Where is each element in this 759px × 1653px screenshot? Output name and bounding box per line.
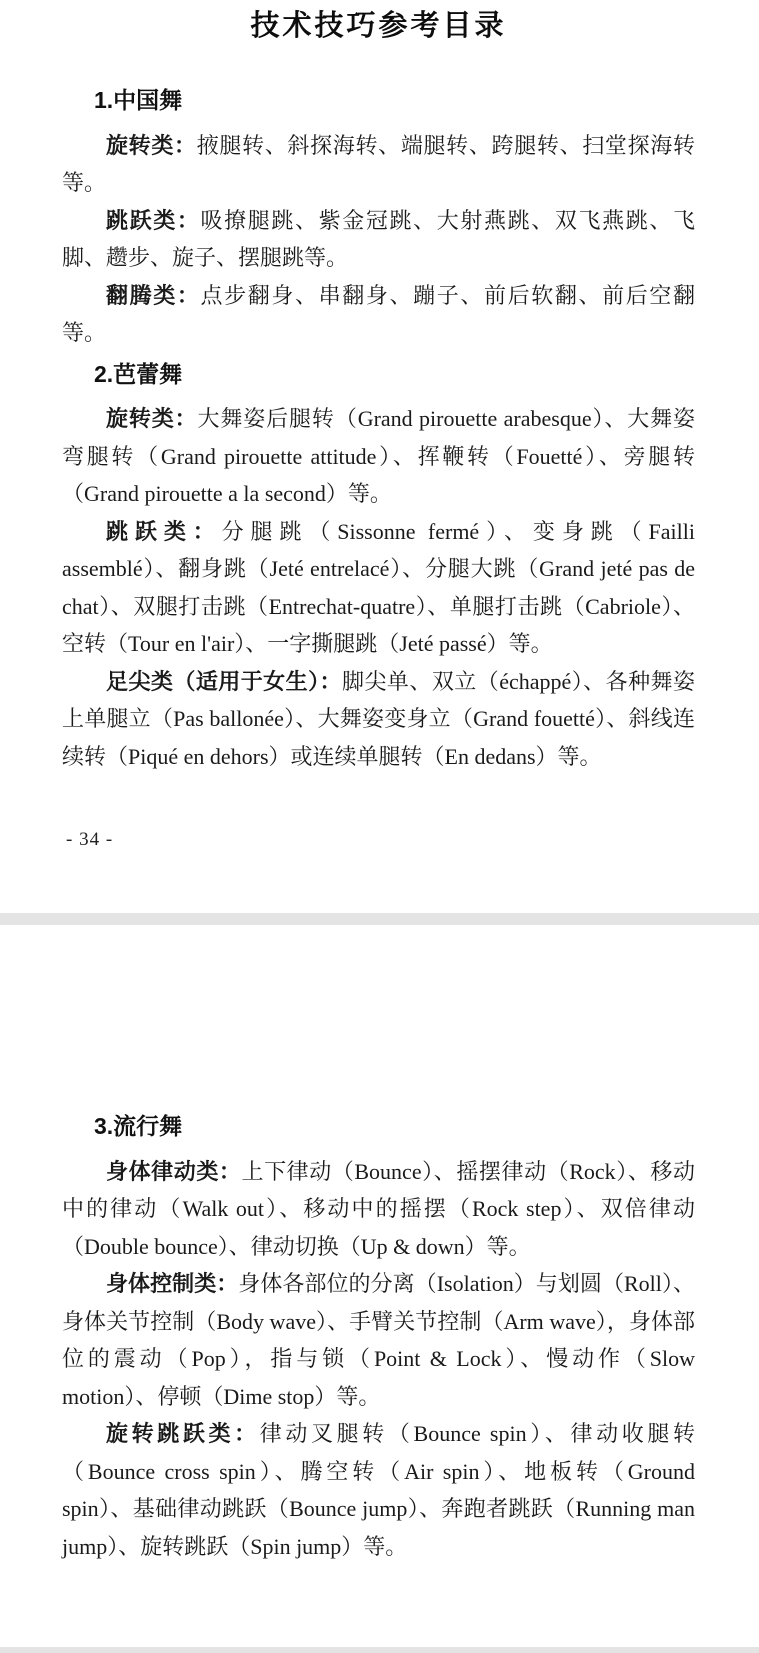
category-label: 身体控制类： [106, 1271, 239, 1296]
paragraph-pointe [62, 663, 695, 776]
category-label: 跳跃类： [106, 518, 222, 544]
section-heading-ballet: 2.芭蕾舞 [94, 360, 183, 387]
category-body: 分腿跳（Sissonne fermé）、变身跳（Failli assemblé）、翻身跳（Jeté entrelacé）、分腿大跳（Grand jeté pas de chat）、双腿打击跳（Entrechat-quatre）、单腿打击跳（Cabriole）、空转（Tour en l'air）、一字撕腿跳（Jeté passé）等。 [62, 518, 695, 656]
paragraph-tumbling [62, 277, 695, 352]
category-body: 脚尖单、双立（échappé）、各种舞姿上单腿立（Pas ballonée）、大舞姿变身立（Grand fouetté）、斜线连续转（Piqué en dehors）或连续单腿转（En dedans）等。 [62, 668, 695, 769]
paragraph-rotation [62, 127, 695, 202]
category-label: 旋转类： [106, 406, 198, 431]
paragraph-ballet-jumps [62, 513, 695, 663]
paragraph-jumps [62, 202, 695, 277]
section-heading-chinese-dance: 1.中国舞 [94, 87, 183, 113]
category-label: 旋转跳跃类： [106, 1421, 260, 1446]
page-separator [0, 913, 759, 925]
page-2-content [0, 925, 759, 1565]
bottom-page-separator [0, 1647, 759, 1653]
category-body: 吸撩腿跳、紫金冠跳、大射燕跳、双飞燕跳、飞脚、趱步、旋子、摆腿跳等。 [62, 207, 695, 270]
section-heading-pop-dance: 3.流行舞 [94, 1113, 183, 1139]
page-2 [0, 925, 759, 1647]
category-body: 律动叉腿转（Bounce spin）、律动收腿转（Bounce cross spin）、腾空转（Air spin）、地板转（Ground spin）、基础律动跳跃（Bounce jump）、奔跑者跳跃（Running man jump）、旋转跳跃（Spin jump）等。 [62, 1421, 695, 1559]
category-label: 跳跃类： [106, 207, 201, 233]
category-body: 大舞姿后腿转（Grand pirouette arabesque）、大舞姿弯腿转（Grand pirouette attitude）、挥鞭转（Fouetté）、旁腿转（Grand pirouette a la second）等。 [62, 406, 695, 506]
category-label: 身体律动类： [106, 1158, 242, 1184]
category-body: 掖腿转、斜探海转、端腿转、跨腿转、扫堂探海转等。 [62, 132, 695, 195]
page-number: - 34 - [66, 829, 114, 850]
paragraph-body-control [62, 1265, 695, 1415]
paragraph-ballet-rotation [62, 400, 695, 513]
paragraph-spin-jump [62, 1415, 695, 1565]
category-body: 点步翻身、串翻身、蹦子、前后软翻、前后空翻等。 [62, 282, 695, 345]
category-label: 足尖类（适用于女生）： [106, 668, 343, 694]
category-body: 上下律动（Bounce）、摇摆律动（Rock）、移动中的律动（Walk out）、移动中的摇摆（Rock step）、双倍律动（Double bounce）、律动切换（Up & down）等。 [62, 1158, 695, 1259]
category-body: 身体各部位的分离（Isolation）与划圆（Roll）、身体关节控制（Body wave）、手臂关节控制（Arm wave），身体部位的震动（Pop），指与锁（Point & Lock）、慢动作（Slow motion）、停顿（Dime stop）等。 [62, 1271, 695, 1409]
category-label: 翻腾类： [106, 282, 201, 308]
paragraph-body-groove [62, 1153, 695, 1266]
category-label: 旋转类： [106, 132, 197, 158]
page-1-content [0, 6, 759, 775]
document-title: 技术技巧参考目录 [250, 10, 507, 42]
